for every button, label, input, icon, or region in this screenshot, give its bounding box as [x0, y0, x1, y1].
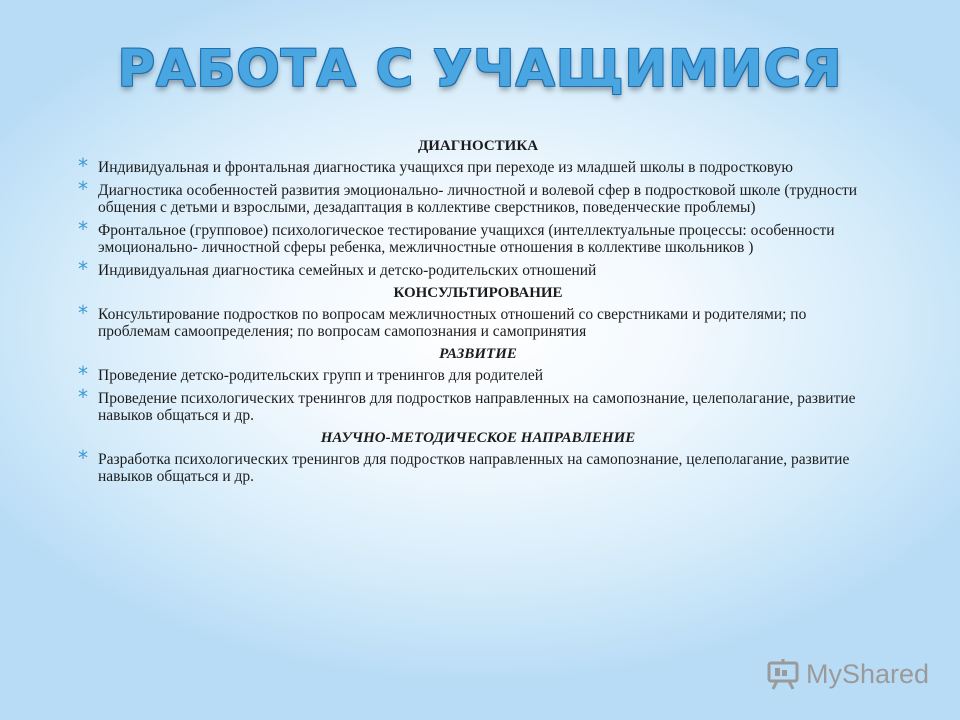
section-heading: НАУЧНО-МЕТОДИЧЕСКОЕ НАПРАВЛЕНИЕ	[320, 430, 636, 446]
asterisk-bullet-icon: *	[78, 154, 88, 178]
list-item-text: Проведение психологических тренингов для подростков направленных на самопознание, целеполагание, развитие навыков общаться и др.	[98, 390, 856, 424]
asterisk-bullet-icon: *	[78, 177, 88, 201]
asterisk-bullet-icon: *	[78, 257, 88, 281]
list-item	[78, 385, 878, 424]
asterisk-bullet-icon: *	[78, 362, 88, 386]
list-item	[78, 154, 878, 178]
list-item-text: Разработка психологических тренингов для подростков направленных на самопознание, целеполагание, развитие навыков общаться и др.	[98, 451, 850, 485]
myshared-logo	[766, 656, 929, 692]
section-heading: ДИАГНОСТИКА	[417, 138, 539, 154]
asterisk-bullet-icon: *	[78, 446, 88, 470]
asterisk-bullet-icon: *	[78, 385, 88, 409]
list-item	[78, 446, 878, 485]
slide-content	[78, 138, 878, 491]
asterisk-bullet-icon: *	[78, 301, 88, 325]
list-item	[78, 362, 878, 386]
list-item	[78, 257, 878, 281]
section	[78, 430, 878, 485]
slide-title: РАБОТА С УЧАЩИМИСЯ	[117, 40, 843, 99]
section	[78, 346, 878, 424]
section	[78, 138, 878, 279]
list-item-text: Диагностика особенностей развития эмоционально- личностной и волевой сфер в подростковой школе (трудности общения с детьми и взрослыми, дезадаптация в коллективе сверстников, поведенческие проблемы)	[98, 182, 858, 216]
section-heading: РАЗВИТИЕ	[439, 346, 517, 362]
list-item-text: Фронтальное (групповое) психологическое тестирование учащихся (интеллектуальные процессы: особенности эмоционально- личностной сферы ребенка, межличностные отношения в коллективе школьников )	[98, 222, 835, 256]
list-item-text: Проведение детско-родительских групп и тренингов для родителей	[98, 367, 544, 384]
list-item-text: Индивидуальная и фронтальная диагностика учащихся при переходе из младшей школы в подростковую	[98, 159, 793, 176]
asterisk-bullet-icon: *	[78, 217, 88, 241]
list-item	[78, 217, 878, 256]
list-item	[78, 301, 878, 340]
list-item-text: Консультирование подростков по вопросам межличностных отношений со сверстниками и родителями; по проблемам самоопределения; по вопросам самопознания и самопринятия	[98, 306, 807, 340]
section	[78, 285, 878, 340]
watermark-text: MyShared	[806, 658, 930, 689]
section-heading: КОНСУЛЬТИРОВАНИЕ	[393, 285, 563, 301]
list-item-text: Индивидуальная диагностика семейных и детско-родительских отношений	[98, 262, 597, 279]
list-item	[78, 177, 878, 216]
projector-screen-icon	[766, 657, 800, 691]
